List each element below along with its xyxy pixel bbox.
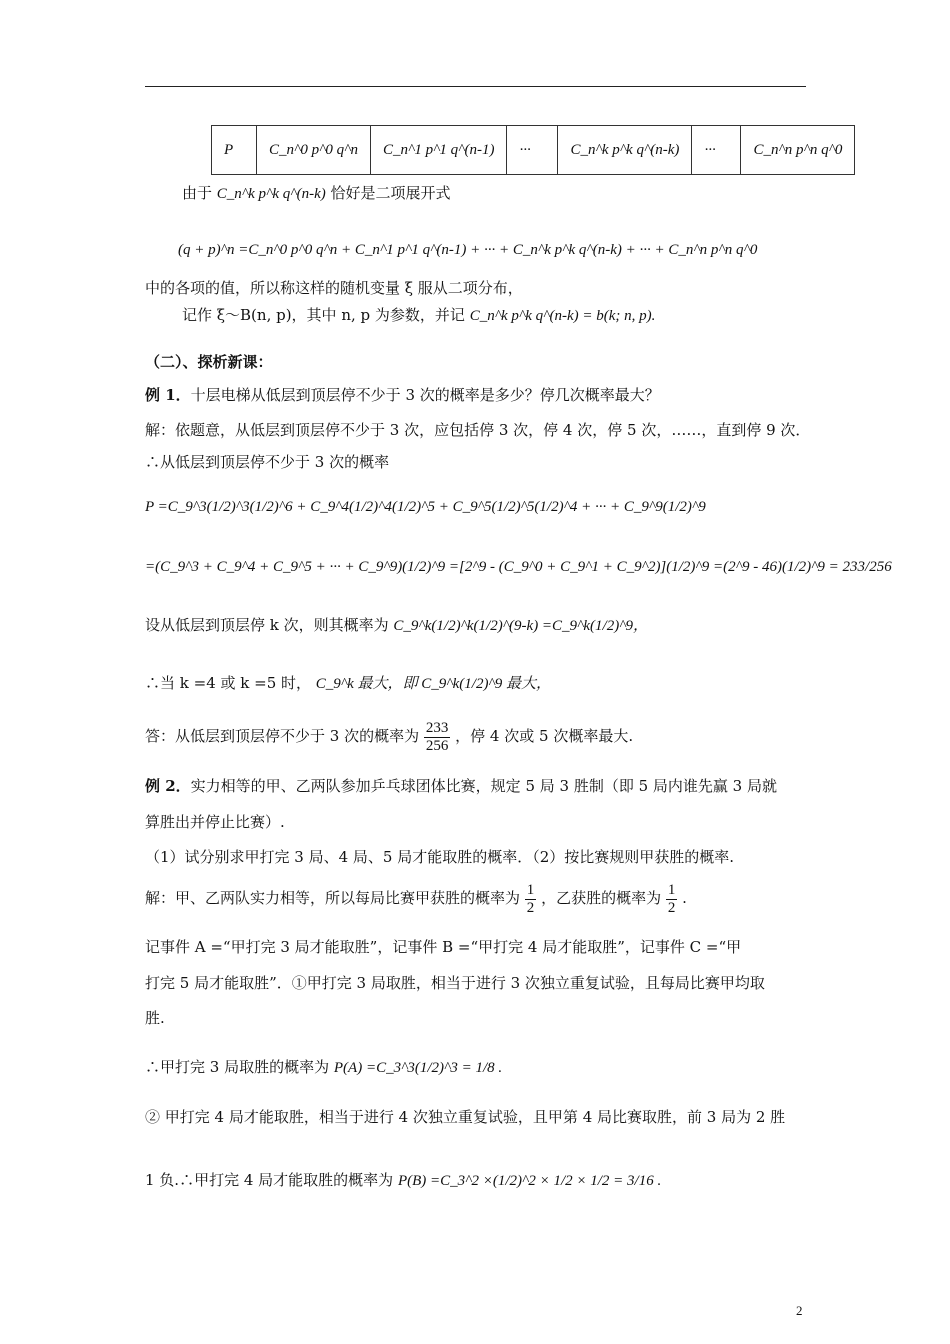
- table-cell: P: [212, 126, 257, 175]
- text-line: [182, 305, 655, 326]
- fraction: $\frac{1}{2}$: [526, 881, 535, 916]
- text: 设从低层到顶层停 k 次，则其概率为: [145, 616, 389, 634]
- text: ∴甲打完 3 局取胜的概率为: [145, 1058, 330, 1076]
- text-line: 记事件 A =“甲打完 3 局才能取胜”，记事件 B =“甲打完 4 局才能取胜”，记事件 C =“甲: [145, 938, 742, 956]
- text: ，停 4 次或 5 次概率最大.: [455, 727, 634, 745]
- example-1: [145, 385, 660, 405]
- fraction: $\frac{1}{2}$: [667, 881, 676, 916]
- text: 由于: [182, 184, 213, 202]
- text-line: [145, 1057, 502, 1078]
- text-line: 算胜出并停止比赛）.: [145, 813, 285, 831]
- formula: P(A) =C_3^3(1/2)^3 = 1/8 .: [333, 1060, 503, 1076]
- text: 恰好是二项展开式: [330, 184, 451, 202]
- text-line: 中的各项的值，所以称这样的随机变量 ξ 服从二项分布，: [145, 279, 523, 297]
- text-line: [145, 718, 633, 755]
- text-line: 解：依题意，从低层到顶层停不少于 3 次，应包括停 3 次，停 4 次，停 5 次，……，直到停 9 次．: [145, 421, 811, 439]
- text: 答：从低层到顶层停不少于 3 次的概率为: [145, 727, 420, 745]
- section-heading: （二）、探析新课：: [145, 353, 273, 371]
- example-label: 例 1．: [145, 386, 191, 404]
- header-rule: [145, 86, 806, 87]
- text-line: （1）试分别求甲打完 3 局、4 局、5 局才能取胜的概率．（2）按比赛规则甲获胜的概率.: [145, 848, 735, 866]
- text: 记作 ξ～B(n, p)，其中 n, p 为参数，并记: [182, 306, 465, 324]
- table-cell: ···: [692, 126, 741, 175]
- formula: P(B) =C_3^2 ×(1/2)^2 × 1/2 × 1/2 = 3/16 .: [397, 1173, 662, 1189]
- text-line: [145, 673, 551, 694]
- formula: C_n^k p^k q^(n-k): [216, 186, 326, 202]
- text-line: [145, 1170, 661, 1191]
- text: ，乙获胜的概率为: [541, 889, 662, 907]
- text-line: 解：甲、乙两队实力相等，所以每局比赛甲获胜的概率为 $\frac{1}{2}$ ，乙获胜的概率为 $\frac{1}{2}$ .: [145, 881, 687, 916]
- text-line: [182, 183, 451, 204]
- formula: C_9^k(1/2)^k(1/2)^(9-k) =C_9^k(1/2)^9，: [393, 618, 649, 634]
- distribution-table: [211, 125, 855, 175]
- table-cell: C_n^k p^k q^(n-k): [558, 126, 692, 175]
- formula: C_n^k p^k q^(n-k) = b(k; n, p).: [469, 308, 656, 324]
- page-number: 2: [796, 1303, 803, 1318]
- table-cell: ···: [507, 126, 558, 175]
- text: 十层电梯从低层到顶层停不少于 3 次的概率是多少？停几次概率最大？: [190, 386, 660, 404]
- text: ∴当 k =4 或 k =5 时，: [145, 674, 312, 692]
- example-2: [145, 776, 777, 796]
- text-line: [145, 615, 648, 636]
- text-line: ∴从低层到顶层停不少于 3 次的概率: [145, 453, 390, 471]
- text-line: ② 甲打完 4 局才能取胜，相当于进行 4 次独立重复试验，且甲第 4 局比赛取胜，前 3 局为 2 胜: [145, 1108, 786, 1126]
- text-line: 胜.: [145, 1009, 165, 1027]
- table-cell: C_n^1 p^1 q^(n-1): [371, 126, 507, 175]
- formula: C_9^k 最大，即 C_9^k(1/2)^9 最大，: [315, 676, 552, 692]
- fraction: $\frac{233}{256}$: [425, 719, 449, 754]
- text: 1 负.∴甲打完 4 局才能取胜的概率为: [145, 1171, 394, 1189]
- table-cell: C_n^n p^n q^0: [741, 126, 855, 175]
- text-line: 打完 5 局才能取胜”．①甲打完 3 局取胜，相当于进行 3 次独立重复试验，且每局比赛甲均取: [145, 974, 765, 992]
- equation-2: =(C_9^3 + C_9^4 + C_9^5 + ··· + C_9^9)(1/2)^9 =[2^9 - (C_9^0 + C_9^1 + C_9^2)](1/2)^9 =(2^9 - 46)(1/2)^9 = 233/256: [145, 559, 892, 575]
- binomial-expansion-formula: (q + p)^n =C_n^0 p^0 q^n + C_n^1 p^1 q^(n-1) + ··· + C_n^k p^k q^(n-k) + ··· + C_n^n p^n q^0: [178, 242, 758, 258]
- text: 实力相等的甲、乙两队参加乒乓球团体比赛，规定 5 局 3 胜制（即 5 局内谁先赢 3 局就: [190, 777, 777, 795]
- equation-1: P =C_9^3(1/2)^3(1/2)^6 + C_9^4(1/2)^4(1/2)^5 + C_9^5(1/2)^5(1/2)^4 + ··· + C_9^9(1/2)^9: [145, 499, 706, 515]
- example-label: 例 2．: [145, 777, 191, 795]
- text: 解：甲、乙两队实力相等，所以每局比赛甲获胜的概率为: [145, 889, 521, 907]
- table-cell: C_n^0 p^0 q^n: [257, 126, 371, 175]
